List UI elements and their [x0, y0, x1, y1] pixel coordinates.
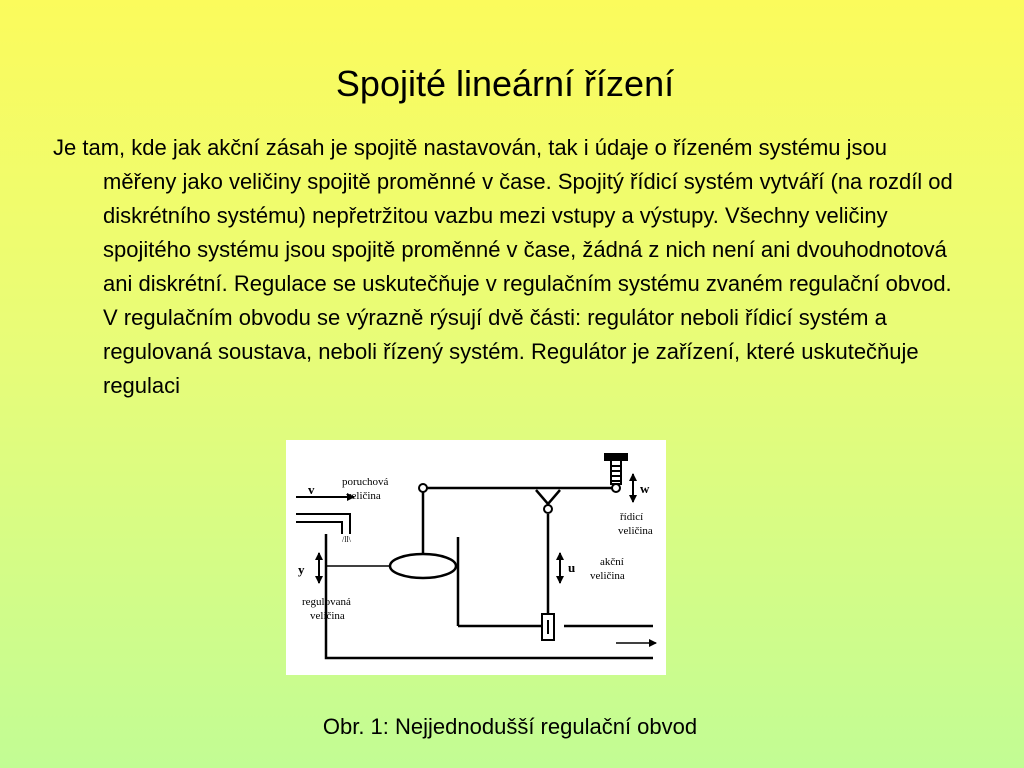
disturbance-inlet-pipe: [296, 497, 354, 534]
label-regulovana-2: veličina: [310, 610, 345, 622]
lever-pivot-right: [612, 484, 620, 492]
label-ridici-2: veličina: [618, 525, 653, 537]
label-poruchova-2: veličina: [346, 490, 381, 502]
lever-mechanism: [423, 488, 614, 614]
control-loop-diagram: [286, 440, 666, 675]
slide-title: Spojité lineární řízení: [335, 63, 675, 104]
figure-caption: Obr. 1: Nejjednodušší regulační obvod: [322, 714, 698, 739]
label-w: w: [640, 481, 650, 496]
float: [390, 554, 456, 578]
label-akcni-1: akční: [600, 556, 624, 568]
setpoint-screw: [605, 454, 627, 484]
slide-body-text: Je tam, kde jak akční zásah je spojitě nastavován, tak i údaje o řízeném systému jsou měřeny jako veličiny spojitě proměnné v čase. Spojitý řídicí systém vytváří (na rozdíl od diskrétního systému) nepřetržitou vazbu mezi vstupy a výstupy. Všechny veličiny spojitého systému jsou spojitě proměnné v čase, žádná z nich není ani dvouhodnotová ani diskrétní. Regulace se uskutečňuje v regulačním systému zvaném regulační obvod. V regulačním obvodu se výrazně rýsují dvě části: regulátor neboli řídicí systém a regulovaná soustava, neboli řízený systém. Regulátor je zařízení, které uskutečňuje regulaci: [53, 135, 953, 398]
label-akcni-2: veličina: [590, 570, 625, 582]
label-v: v: [308, 482, 315, 497]
label-poruchova-1: poruchová: [342, 476, 389, 488]
lever-pivot-fulcrum: [544, 505, 552, 513]
label-y: y: [298, 562, 305, 577]
tank: [326, 534, 653, 658]
label-hatch: /ll\: [342, 535, 351, 544]
label-ridici-1: řídicí: [620, 511, 644, 523]
lever-pivot-left: [419, 484, 427, 492]
label-u: u: [568, 560, 576, 575]
label-regulovana-1: regulovaná: [302, 596, 351, 608]
